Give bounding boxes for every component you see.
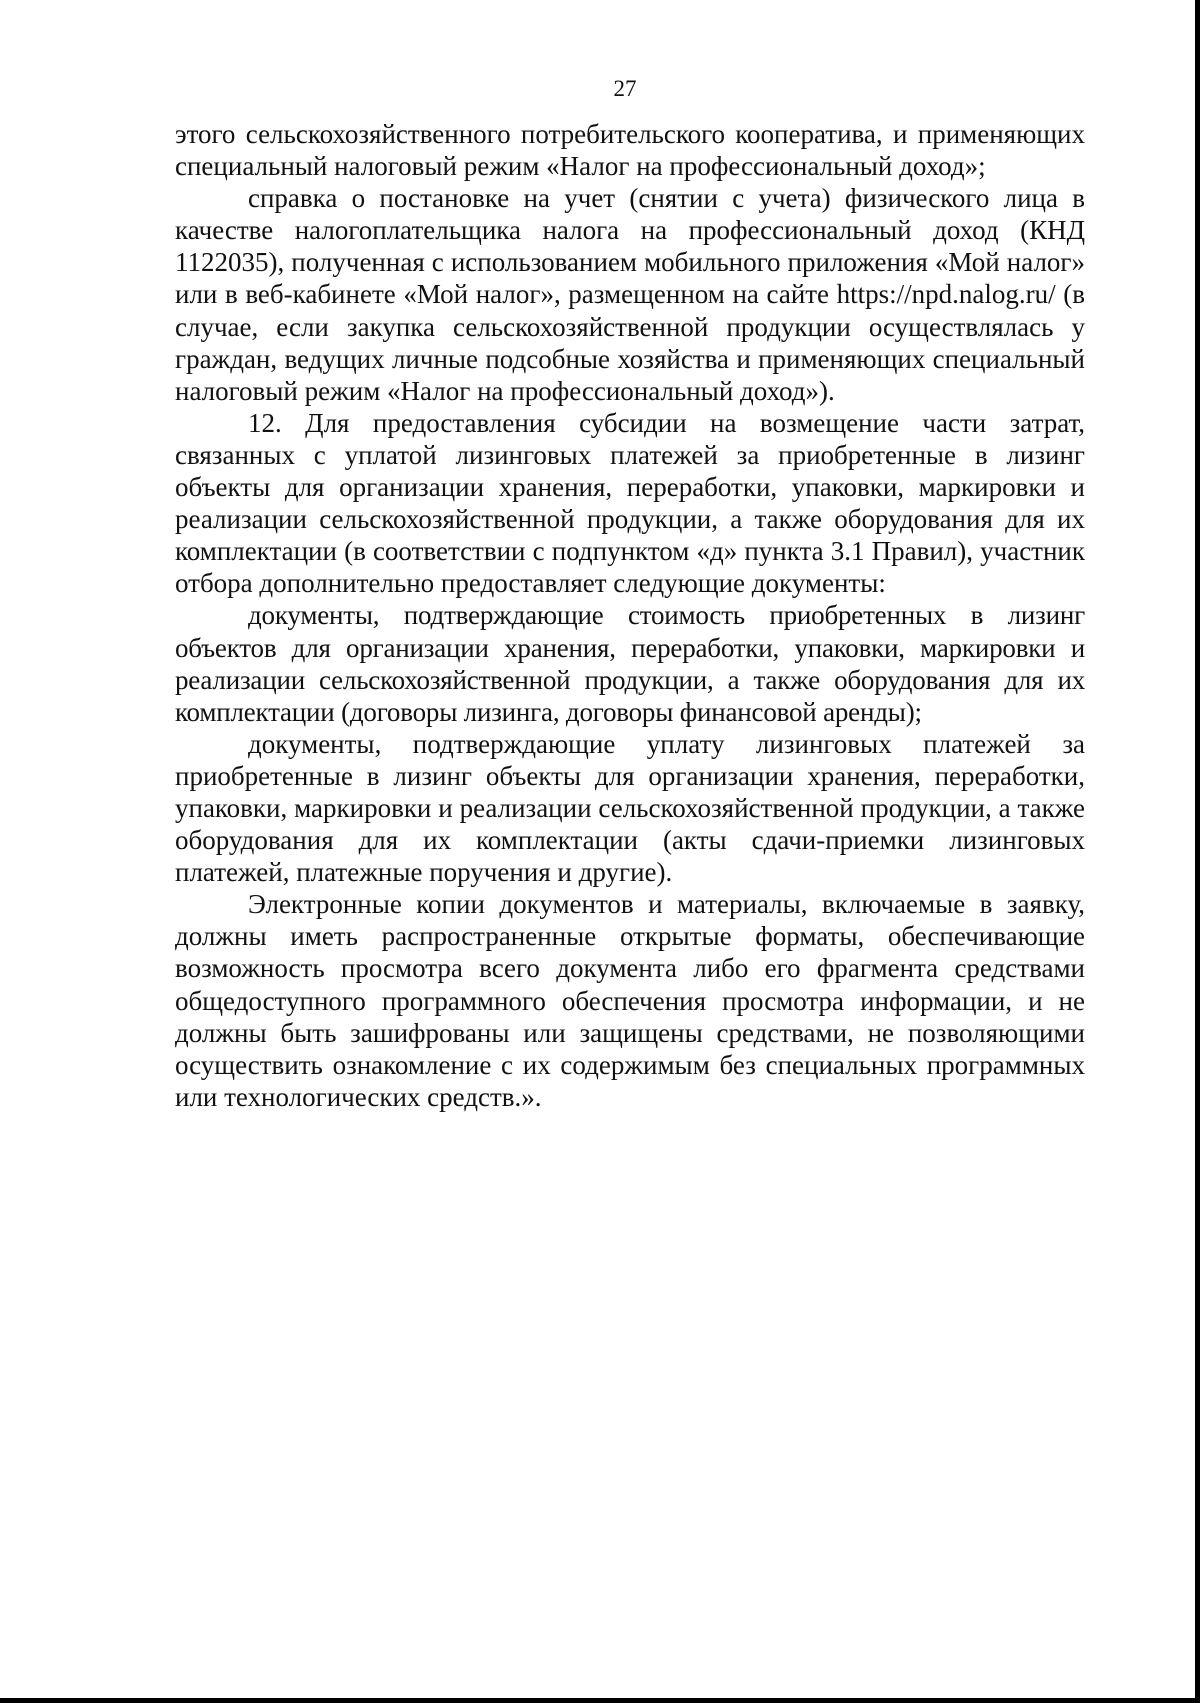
paragraph-cost-documents: документы, подтверждающие стоимость приобретенных в лизинг объектов для организации хранения, переработки, упаковки, маркировки и реализации сельскохозяйственной продукции, а также оборудования для их комплектации (договоры лизинга, договоры финансовой аренды); [175, 600, 1085, 727]
page-number: 27 [613, 76, 637, 101]
paragraph-item-12: 12. Для предоставления субсидии на возмещение части затрат, связанных с уплатой лизинговых платежей за приобретенные в лизинг объекты для организации хранения, переработки, упаковки, маркировки и реализации сельскохозяйственной продукции, а также оборудования для их комплектации (в соответствии с подпунктом «д» пункта 3.1 Правил), участник отбора дополнительно предоставляет следующие документы: [175, 407, 1085, 599]
paragraph-payment-documents: документы, подтверждающие уплату лизинговых платежей за приобретенные в лизинг объекты для организации хранения, переработки, упаковки, маркировки и реализации сельскохозяйственной продукции, а также оборудования для их комплектации (акты сдачи-приемки лизинговых платежей, платежные поручения и другие). [175, 728, 1085, 888]
scan-border-right [1195, 0, 1200, 1703]
paragraph-continuation: этого сельскохозяйственного потребительского кооператива, и применяющих специальный налоговый режим «Налог на профессиональный доход»; [175, 119, 1085, 182]
paragraph-electronic-copies: Электронные копии документов и материалы, включаемые в заявку, должны иметь распространенные открытые форматы, обеспечивающие возможность просмотра всего документа либо его фрагмента средствами общедоступного программного обеспечения просмотра информации, и не должны быть зашифрованы или защищены средствами, не позволяющими осуществить ознакомление с их содержимым без специальных программных или технологических средств.». [175, 889, 1085, 1112]
paragraph-certificate: справка о постановке на учет (снятии с учета) физического лица в качестве налогоплательщика налога на профессиональный доход (КНД 1122035), полученная с использованием мобильного приложения «Мой налог» или в веб-кабинете «Мой налог», размещенном на сайте https://npd.nalog.ru/ (в случае, если закупка сельскохозяйственной продукции осуществлялась у граждан, ведущих личные подсобные хозяйства и применяющих специальный налоговый режим «Налог на профессиональный доход»). [175, 183, 1085, 406]
document-body [175, 118, 1085, 1113]
scan-border-bottom [0, 1698, 1200, 1703]
